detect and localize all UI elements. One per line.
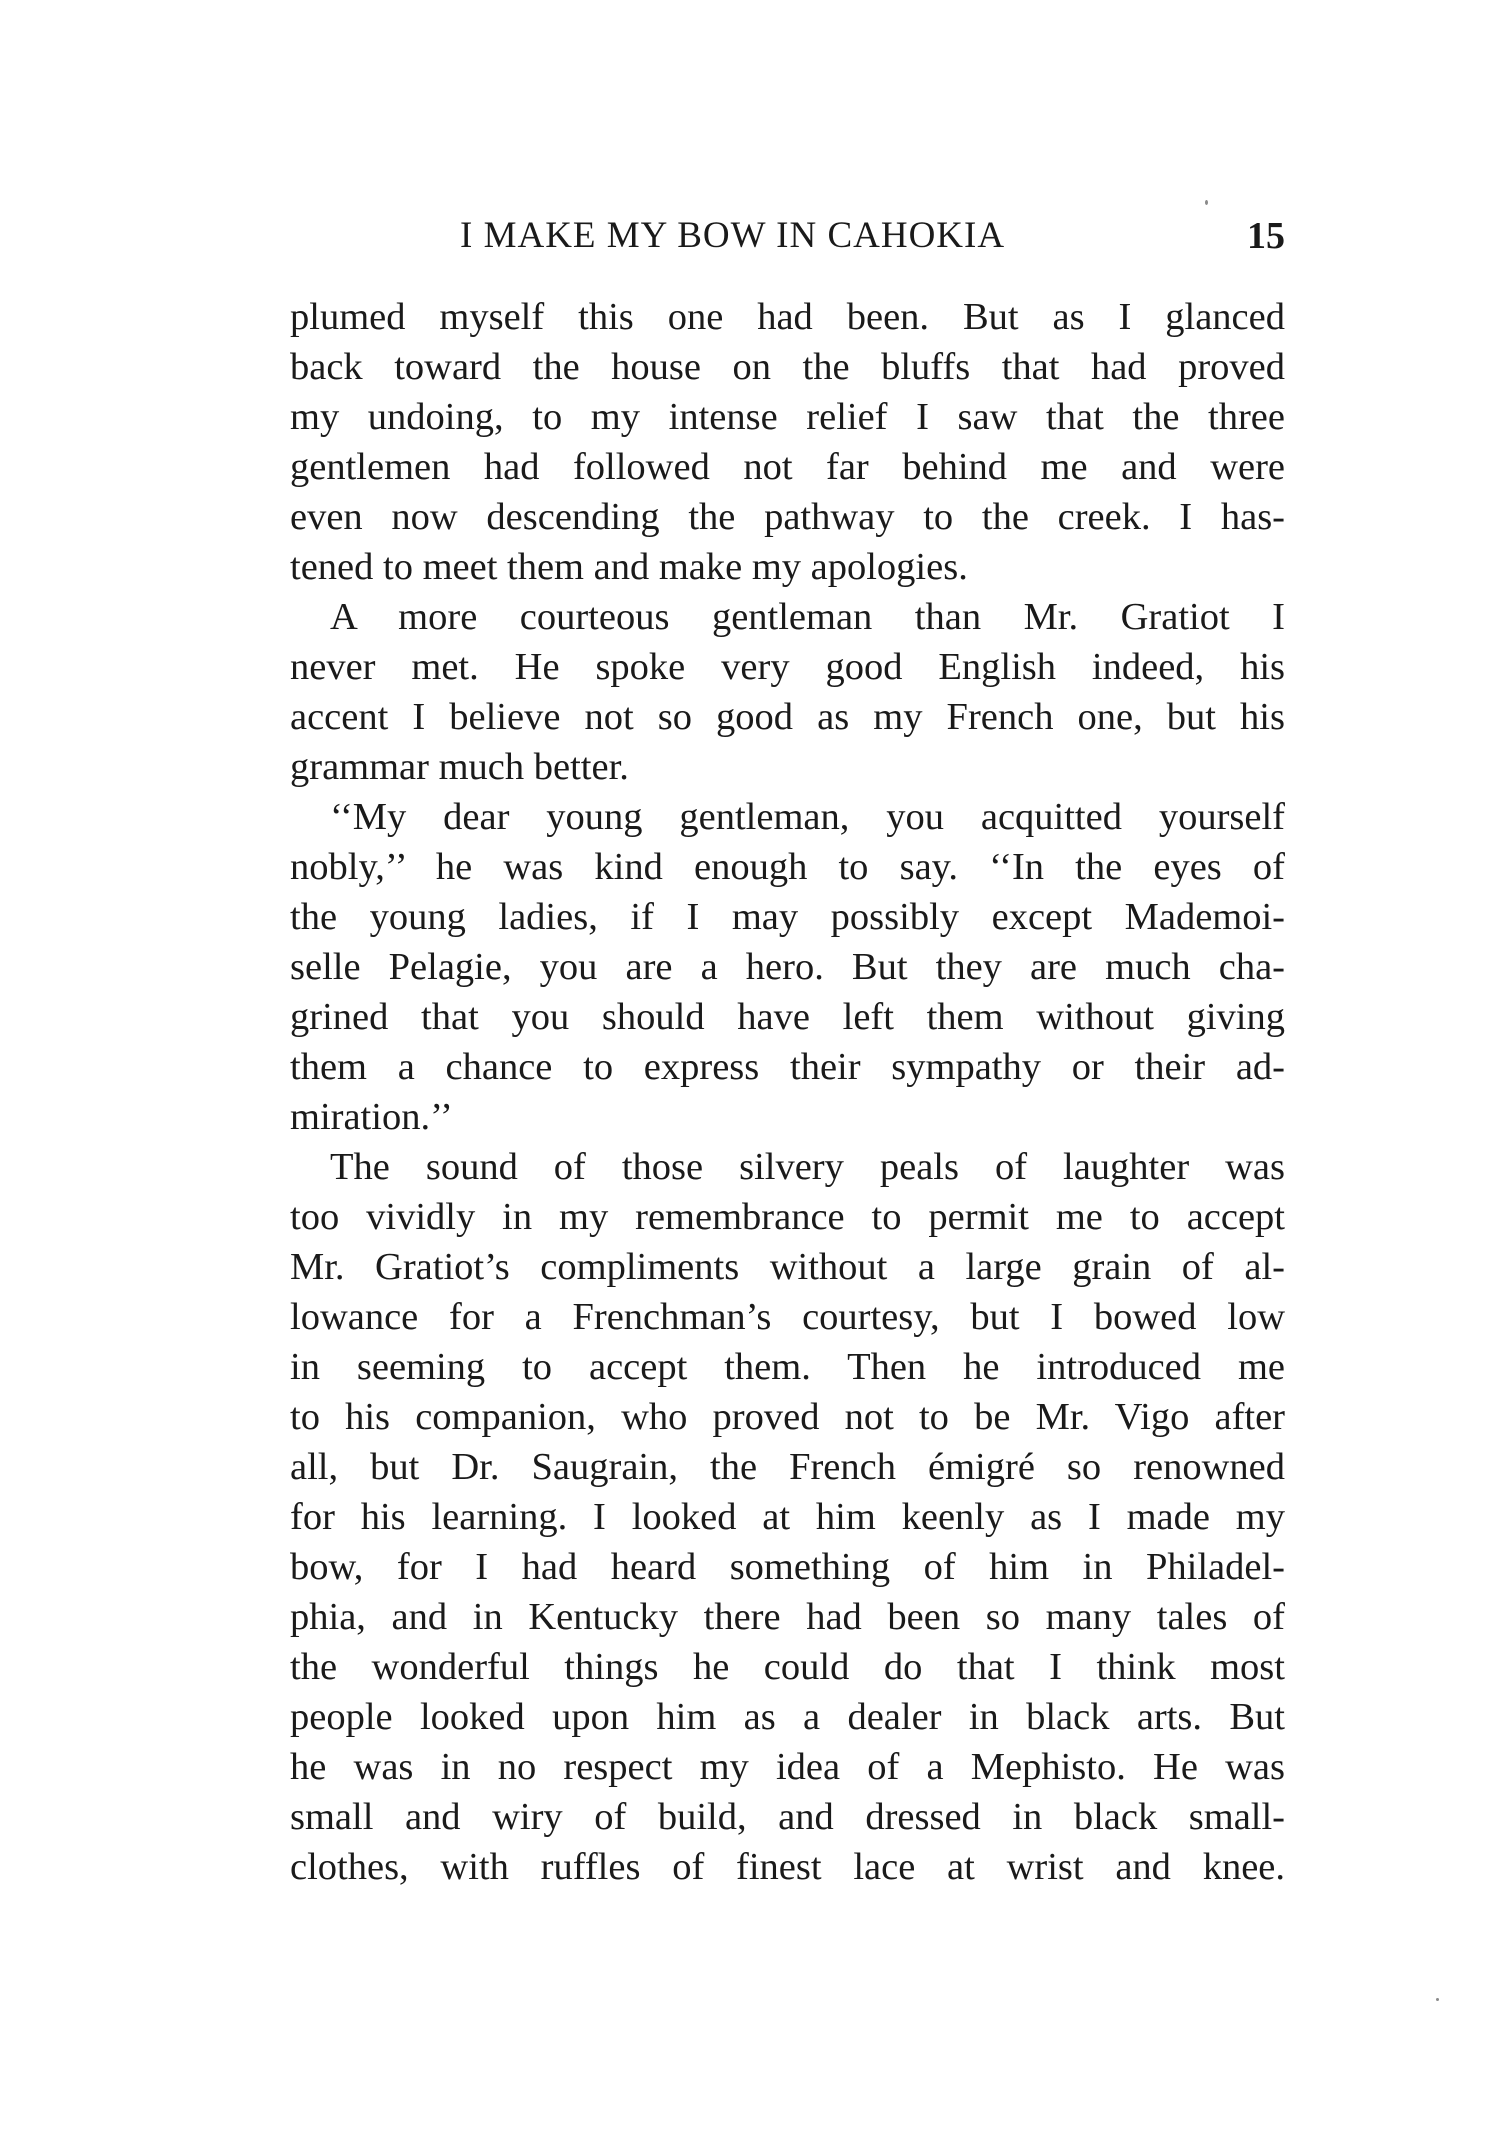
text-line: the wonderful things he could do that I think most (290, 1646, 1285, 1688)
text-line: all, but Dr. Saugrain, the French émigré so renowned (290, 1446, 1285, 1488)
text-line: plumed myself this one had been. But as I glanced (290, 296, 1285, 338)
text-line: miration.’’ (290, 1096, 453, 1138)
text-line: clothes, with ruffles of finest lace at wrist and knee. (290, 1846, 1285, 1888)
paper-speck (1205, 200, 1208, 205)
text-line: selle Pelagie, you are a hero. But they are much cha- (290, 946, 1285, 988)
text-line: nobly,’’ he was kind enough to say. ‘‘In the eyes of (290, 846, 1285, 888)
paragraph-2 (290, 592, 1285, 792)
text-line: he was in no respect my idea of a Mephisto. He was (290, 1746, 1285, 1788)
text-line: for his learning. I looked at him keenly as I made my (290, 1496, 1285, 1538)
paper-speck (1436, 1998, 1439, 2001)
text-line: grined that you should have left them without giving (290, 996, 1285, 1038)
paragraph-3 (290, 792, 1285, 1142)
running-head (290, 214, 1285, 270)
text-line: A more courteous gentleman than Mr. Gratiot I (330, 596, 1285, 638)
text-line: small and wiry of build, and dressed in black small- (290, 1796, 1285, 1838)
text-line: them a chance to express their sympathy or their ad- (290, 1046, 1285, 1088)
text-line: never met. He spoke very good English indeed, his (290, 646, 1285, 688)
body-text (290, 292, 1285, 1892)
text-line: too vividly in my remembrance to permit me to accept (290, 1196, 1285, 1238)
text-line: people looked upon him as a dealer in black arts. But (290, 1696, 1285, 1738)
paragraph-4 (290, 1142, 1285, 1892)
running-title: I MAKE MY BOW IN CAHOKIA (460, 215, 1006, 256)
text-line: grammar much better. (290, 746, 629, 788)
text-line: bow, for I had heard something of him in Philadel- (290, 1546, 1285, 1588)
text-line: even now descending the pathway to the creek. I has- (290, 496, 1285, 538)
text-line: to his companion, who proved not to be Mr. Vigo after (290, 1396, 1285, 1438)
text-line: lowance for a Frenchman’s courtesy, but I bowed low (290, 1296, 1285, 1338)
text-line: in seeming to accept them. Then he introduced me (290, 1346, 1285, 1388)
text-line: phia, and in Kentucky there had been so many tales of (290, 1596, 1285, 1638)
text-line: The sound of those silvery peals of laughter was (330, 1146, 1285, 1188)
text-line: my undoing, to my intense relief I saw that the three (290, 396, 1285, 438)
paragraph-1 (290, 292, 1285, 592)
text-line: Mr. Gratiot’s compliments without a large grain of al- (290, 1246, 1285, 1288)
text-line: accent I believe not so good as my French one, but his (290, 696, 1285, 738)
text-line: the young ladies, if I may possibly except Mademoi- (290, 896, 1285, 938)
text-line: back toward the house on the bluffs that had proved (290, 346, 1285, 388)
page-number: 15 (1247, 215, 1285, 257)
text-line: gentlemen had followed not far behind me and were (290, 446, 1285, 488)
text-line: tened to meet them and make my apologies. (290, 546, 968, 588)
text-line: ‘‘My dear young gentleman, you acquitted yourself (330, 796, 1285, 838)
